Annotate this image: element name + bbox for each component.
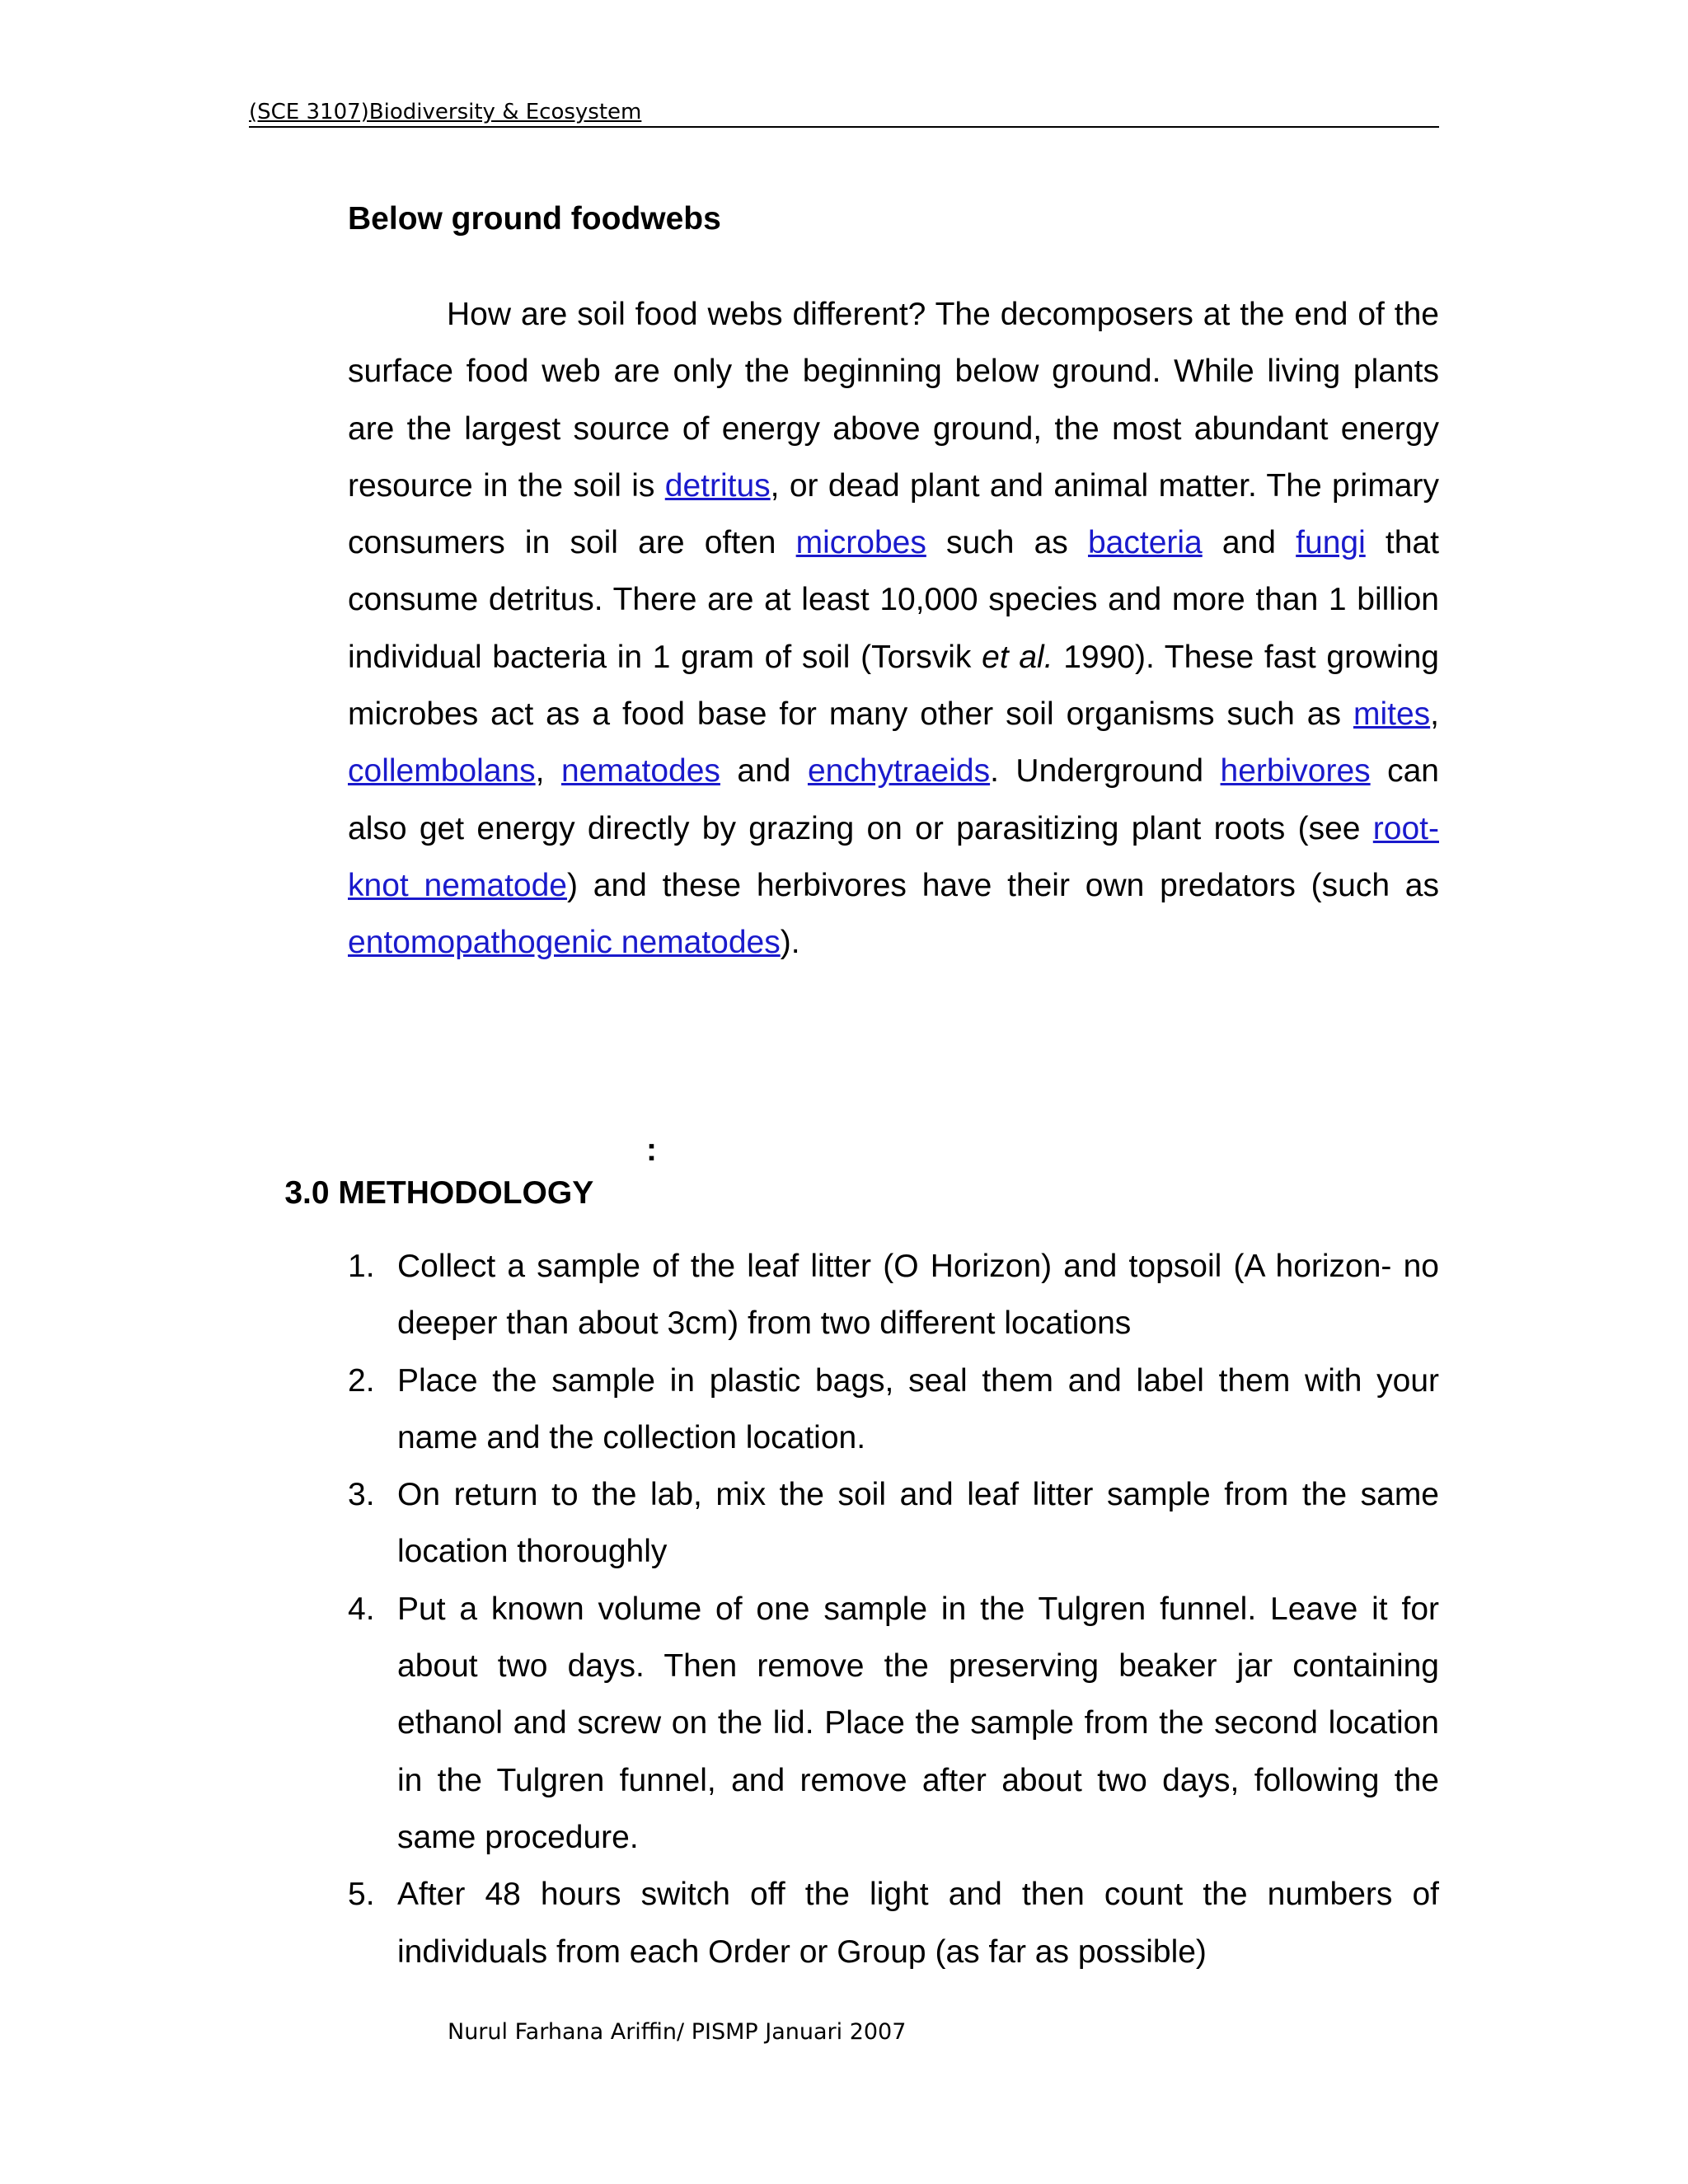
paragraph-text: , (1430, 696, 1439, 733)
paragraph-text: ). (780, 925, 800, 961)
paragraph-text: 1990). These fast growing microbes act as a food base for many other soil organisms such as (348, 639, 1439, 733)
step-number: 2. (348, 1362, 375, 1399)
paragraph-text: such as (926, 525, 1088, 561)
methodology-title: 3.0 METHODOLOGY (284, 1175, 594, 1211)
paragraph-text: , (535, 753, 561, 790)
link-nematodes[interactable]: nematodes (560, 753, 720, 790)
step-text: Put a known volume of one sample in the Tulgren funnel. Leave it for about two days. Then remove the preserving beaker jar containing ethanol and screw on the lid. Place the sample from the second location in the Tulgren funnel, and remove after about two days, following the same procedure. (397, 1591, 1439, 1855)
link-detritus[interactable]: detritus (664, 467, 771, 504)
list-item (348, 1238, 1439, 1352)
link-root-knot-nematode[interactable]: root-knot nematode (348, 810, 1439, 903)
step-number: 4. (348, 1591, 375, 1627)
paragraph-text: . Underground (990, 753, 1221, 790)
list-item (348, 1352, 1439, 1467)
paragraph-text: , or dead plant and animal matter. The primary consumers in soil are often (348, 467, 1439, 561)
body-paragraph (348, 286, 1439, 972)
step-number: 3. (348, 1477, 375, 1513)
header-text: (SCE 3107)Biodiversity & Ecosystem (249, 100, 642, 124)
link-herbivores[interactable]: herbivores (1220, 753, 1371, 790)
section-title: Below ground foodwebs (348, 201, 721, 237)
step-text: After 48 hours switch off the light and then count the numbers of individuals from each Order or Group (as far as possible) (397, 1877, 1439, 1970)
methodology-steps (348, 1238, 1439, 1980)
step-text: Collect a sample of the leaf litter (O Horizon) and topsoil (A horizon- no deeper than about 3cm) from two different locations (397, 1249, 1439, 1342)
paragraph-text: and (1202, 525, 1296, 561)
link-bacteria[interactable]: bacteria (1087, 525, 1203, 561)
step-number: 5. (348, 1877, 375, 1913)
link-fungi[interactable]: fungi (1296, 525, 1366, 561)
link-enchytraeids[interactable]: enchytraeids (807, 753, 991, 790)
paragraph-text: and (720, 753, 808, 790)
paragraph-text: How are soil food webs different? The decomposers at the end of the surface food web are only the beginning below ground. While living plants are the largest source of energy above ground, the most abundant energy resource in the soil is (348, 297, 1439, 504)
step-number: 1. (348, 1249, 375, 1284)
italic-et-al: et al. (982, 639, 1053, 675)
page-header (249, 99, 1439, 128)
step-text: Place the sample in plastic bags, seal them and label them with your name and the collection location. (397, 1362, 1439, 1455)
paragraph-text: ) and these herbivores have their own predators (such as (566, 867, 1440, 903)
list-item (348, 1581, 1439, 1866)
link-mites[interactable]: mites (1353, 696, 1431, 733)
list-item (348, 1866, 1439, 1980)
link-collembolans[interactable]: collembolans (348, 753, 536, 790)
step-text: On return to the lab, mix the soil and leaf litter sample from the same location thoroughly (397, 1477, 1439, 1570)
link-entomopathogenic-nematodes[interactable]: entomopathogenic nematodes (348, 925, 781, 961)
methodology-colon: : (646, 1132, 657, 1168)
paragraph-text: that consume detritus. There are at least 10,000 species and more than 1 billion individual bacteria in 1 gram of soil (Torsvik (348, 525, 1439, 675)
paragraph-text: can also get energy directly by grazing on or parasitizing plant roots (see (348, 753, 1439, 846)
list-item (348, 1466, 1439, 1581)
link-microbes[interactable]: microbes (795, 525, 926, 561)
page-footer: Nurul Farhana Ariffin/ PISMP Januari 2007 (448, 2019, 907, 2045)
